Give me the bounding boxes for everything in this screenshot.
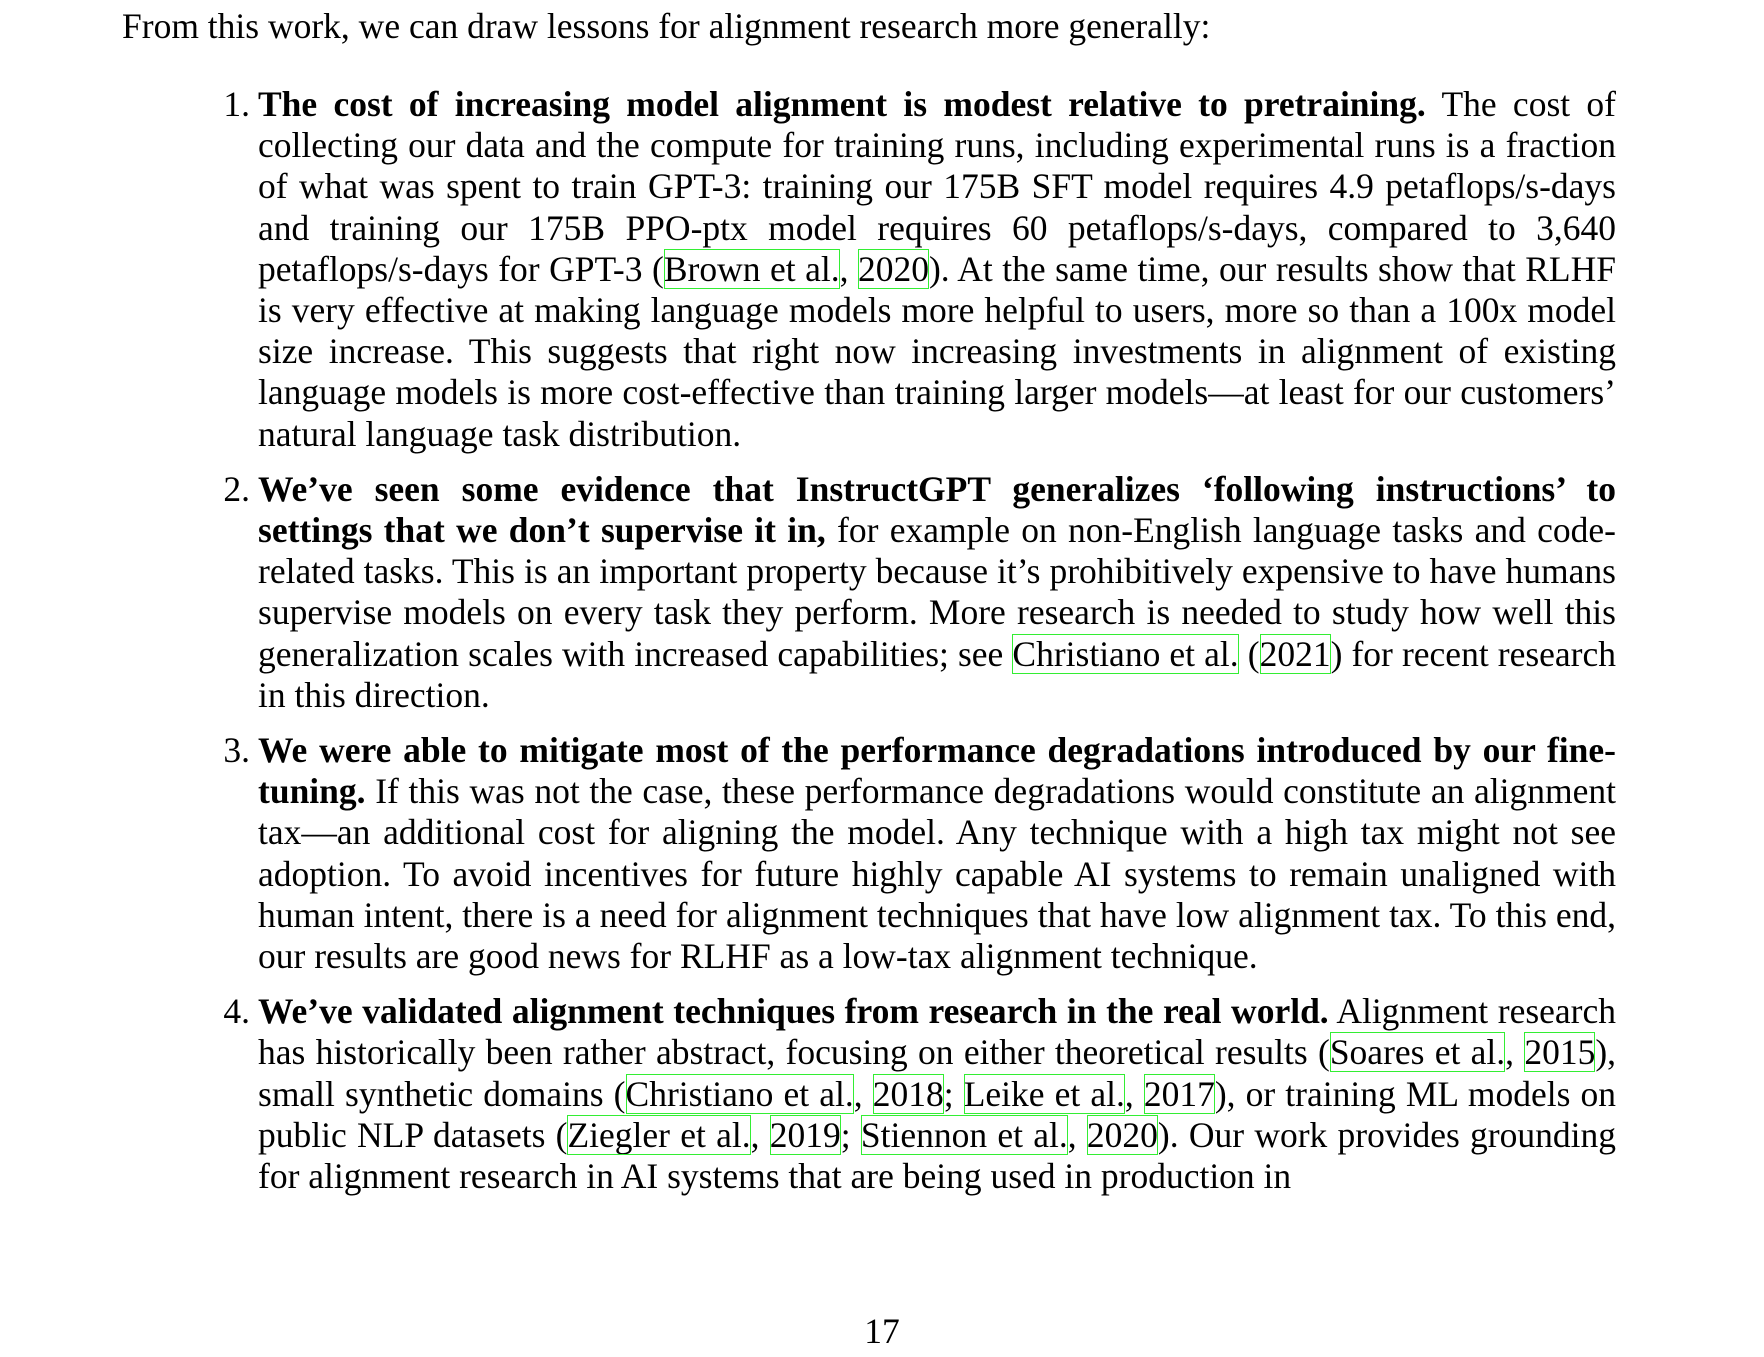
list-item bbox=[223, 84, 1616, 455]
list-number: 4. bbox=[223, 991, 250, 1032]
citation-link[interactable]: 2020 bbox=[1086, 1114, 1158, 1155]
citation-link[interactable]: 2018 bbox=[872, 1073, 944, 1114]
citation-link[interactable]: 2017 bbox=[1143, 1073, 1215, 1114]
item-body: If this was not the case, these performance degradations would constitute an alignment tax—an additional cost for aligning the model. Any technique with a high tax might not see adoption. To avoid incentives for future highly capable AI systems to remain unaligned with human intent, there is a need for alignment techniques that have low alignment tax. To this end, our results are good news for RLHF as a low-tax alignment technique. bbox=[258, 771, 1616, 977]
list-item bbox=[223, 730, 1616, 977]
list-number: 1. bbox=[223, 84, 250, 124]
page-number: 17 bbox=[864, 1311, 900, 1351]
citation-link[interactable]: Brown et al. bbox=[663, 248, 840, 289]
list-number: 3. bbox=[223, 730, 250, 771]
citation-link[interactable]: 2019 bbox=[769, 1114, 841, 1155]
citation-link[interactable]: Leike et al. bbox=[963, 1073, 1125, 1114]
citation-link[interactable]: 2021 bbox=[1259, 633, 1331, 674]
list-number: 2. bbox=[223, 468, 250, 509]
citation-link[interactable]: 2015 bbox=[1524, 1032, 1596, 1073]
citation-link[interactable]: Christiano et al. bbox=[625, 1073, 854, 1114]
citation-link[interactable]: Stiennon et al. bbox=[860, 1114, 1068, 1155]
citation-link[interactable]: Ziegler et al. bbox=[567, 1114, 751, 1155]
citation-link[interactable]: Soares et al. bbox=[1329, 1032, 1506, 1073]
citation-link[interactable]: 2020 bbox=[857, 248, 929, 289]
list-item bbox=[223, 991, 1617, 1197]
citation-link[interactable]: Christiano et al. bbox=[1012, 633, 1239, 674]
item-body: The cost of collecting our data and the compute for training runs, including experimental runs is a fraction of what was spent to train GPT-3: training our 175B SFT model requires 4.9 petaflops/s-days and training our 175B PPO-ptx model requires 60 petaflops/s-days, compared to 3,640 petaflops/s-days for GPT-3 (Brown et al., 2020). At the same time, our results show that RLHF is very effective at making language models more helpful to users, more so than a 100x model size increase. This suggests that right now increasing investments in alignment of existing language models is more cost-effective than training larger models—at least for our customers’ natural language task distribution. bbox=[258, 84, 1616, 454]
item-body: for example on non-English language tasks and code-related tasks. This is an important property because it’s prohibitively expensive to have humans supervise models on every task they perform. More research is needed to study how well this generalization scales with increased capabilities; see Christiano et al. (2021) for recent research in this direction. bbox=[258, 510, 1617, 715]
item-lead-bold: The cost of increasing model alignment is modest relative to pretraining. bbox=[258, 84, 1426, 124]
item-lead-bold: We’ve seen some evidence that InstructGPT generalizes ‘following instructions’ to settings that we don’t supervise it in, bbox=[258, 468, 1616, 551]
intro-paragraph: From this work, we can draw lessons for alignment research more generally: bbox=[122, 6, 1211, 46]
item-lead-bold: We were able to mitigate most of the performance degradations introduced by our fine-tuning. bbox=[258, 730, 1616, 812]
list-item bbox=[223, 468, 1617, 716]
lessons-list bbox=[223, 84, 1617, 1211]
item-lead-bold: We’ve validated alignment techniques from research in the real world. bbox=[258, 991, 1329, 1032]
item-body: Alignment research has historically been rather abstract, focusing on either theoretical results (Soares et al., 2015), small synthetic domains (Christiano et al., 2018; Leike et al., 2017), or training ML models on public NLP datasets (Ziegler et al., 2019; Stiennon et al., 2020). Our work provides grounding for alignment research in AI systems that are being used in production in bbox=[258, 991, 1617, 1197]
